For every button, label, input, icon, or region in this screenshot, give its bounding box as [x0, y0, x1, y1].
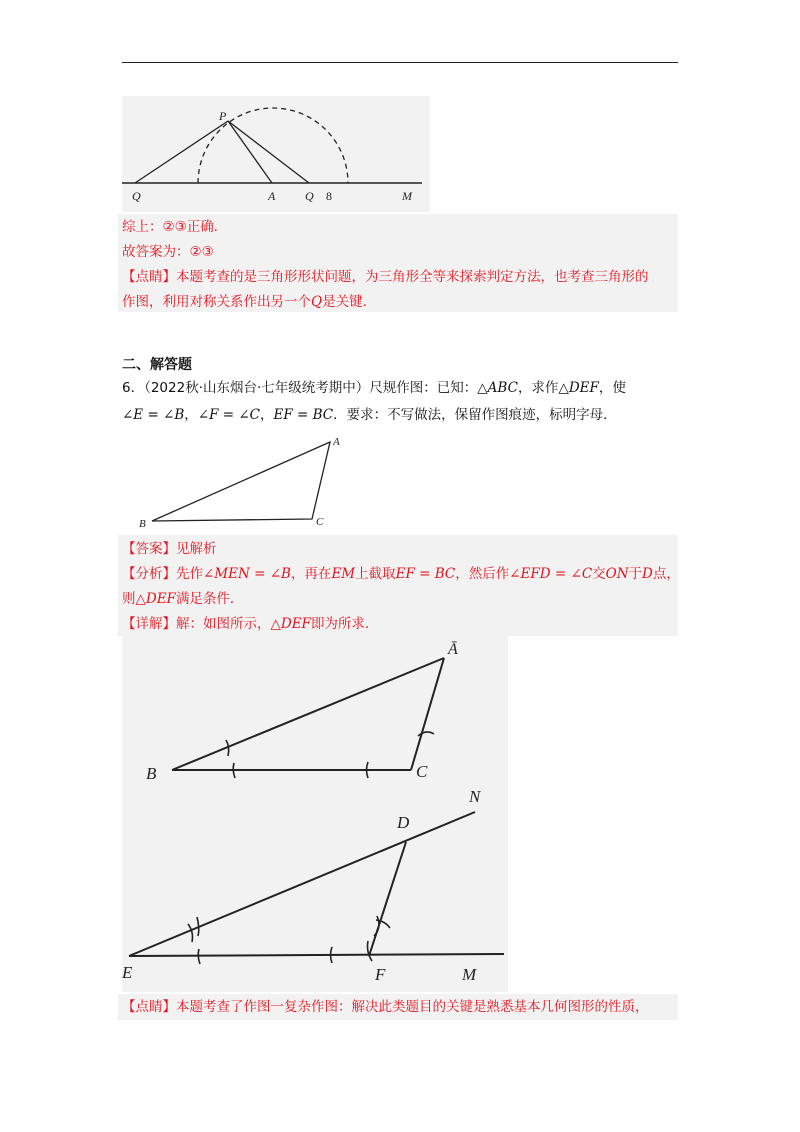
analysis-text: 则 — [122, 591, 136, 607]
answer-line — [122, 539, 217, 559]
label-b: B — [139, 518, 146, 530]
label-e: E — [122, 963, 133, 982]
analysis-text: 点， — [652, 566, 680, 582]
math-angle-efd: ∠EFD = ∠C — [509, 566, 593, 582]
question-text: ， — [184, 407, 198, 423]
label-d: D — [397, 813, 410, 832]
ray-em — [129, 954, 504, 956]
comment-2-line — [122, 997, 649, 1017]
analysis-text: ，然后作 — [455, 566, 510, 582]
question-text: ．要求：不写做法，保留作图痕迹，标明字母． — [333, 407, 617, 423]
math-condition-1: ∠E = ∠B — [122, 407, 185, 423]
comment-text: 本题考查的是三角形形状问题，为三角形全等来探索判定方法，也考查三角形的 — [176, 269, 649, 285]
segment-pq-right — [228, 121, 309, 183]
analysis-text: 于 — [628, 566, 643, 582]
detail-line — [122, 614, 378, 634]
comment-text: 是关键． — [322, 294, 377, 310]
answer-text: 见解析 — [176, 541, 217, 557]
label-q-left: Q — [132, 189, 141, 203]
math-d: D — [642, 566, 653, 582]
comment-1-line-2 — [122, 292, 376, 312]
label-f: F — [375, 965, 386, 984]
ray-en — [129, 812, 475, 956]
arc-mark-e1 — [188, 924, 193, 942]
detail-text: 即为所求． — [310, 616, 379, 632]
label-eight: 8 — [326, 189, 332, 203]
comment-1-line-1 — [122, 267, 649, 287]
analysis-text: ，再在 — [290, 566, 332, 582]
comment-tag: 【点睛】 — [122, 269, 176, 285]
math-triangle-def: △DEF — [558, 380, 599, 396]
segment-ba — [172, 658, 444, 770]
math-condition-2: ∠F = ∠C — [197, 407, 261, 423]
label-b: B — [146, 764, 157, 783]
question-number: 6． — [122, 380, 145, 396]
math-angle-men: ∠MEN = ∠B — [203, 566, 291, 582]
answer-tag: 【答案】 — [122, 541, 176, 557]
detail-tag: 【详解】 — [122, 616, 176, 632]
label-n: N — [469, 787, 481, 806]
label-a: A — [268, 189, 276, 203]
arc-mark-e2 — [197, 917, 199, 936]
segment-fd — [369, 842, 406, 956]
math-em: EM — [331, 566, 356, 582]
summary-line-2: 故答案为：②③ — [122, 244, 214, 260]
summary-line-1: 综上：②③正确． — [122, 219, 228, 235]
figure-2-triangle-abc — [130, 430, 350, 535]
question-text: ，求作 — [517, 380, 559, 396]
label-c: C — [416, 762, 428, 781]
math-triangle-def: △DEF — [135, 591, 176, 607]
label-m: M — [402, 189, 412, 203]
segment-pq-left — [135, 121, 228, 183]
label-c: C — [316, 516, 324, 528]
label-a-bar: Ā — [448, 641, 458, 658]
figure-1-diagram — [122, 96, 430, 212]
question-source: （2022秋·山东烟台·七年级统考期中）尺规作图：已知： — [144, 380, 478, 396]
analysis-text: 上截取 — [355, 566, 396, 582]
question-6-line-1 — [122, 378, 626, 398]
segment-pa — [228, 121, 272, 183]
arc-mark-d1 — [374, 916, 379, 936]
triangle-abc — [152, 442, 330, 521]
analysis-tag: 【分析】 — [122, 566, 176, 582]
analysis-text: 先作 — [176, 566, 203, 582]
question-text: ，使 — [598, 380, 626, 396]
label-q-right: Q — [305, 189, 314, 203]
comment-text: 作图，利用对称关系作出另一个 — [122, 294, 311, 310]
question-text: ， — [260, 407, 274, 423]
math-triangle-abc: △ABC — [477, 380, 518, 396]
analysis-text: 满足条件． — [175, 591, 244, 607]
comment-text: 本题考查了作图一复杂作图：解决此类题目的关键是熟悉基本几何图形的性质， — [176, 999, 649, 1015]
math-triangle-def: △DEF — [270, 616, 311, 632]
analysis-text: 交 — [592, 566, 606, 582]
detail-text: 解：如图所示， — [176, 616, 271, 632]
header-rule — [122, 62, 678, 63]
segment-ca — [411, 658, 444, 770]
math-q: Q — [311, 294, 323, 310]
math-ef-bc: EF = BC — [395, 566, 456, 582]
section-heading: 二、解答题 — [122, 357, 192, 373]
label-p: P — [219, 109, 227, 123]
math-condition-3: EF = BC — [273, 407, 334, 423]
figure-3-construction — [122, 636, 508, 992]
analysis-line-1 — [122, 564, 680, 584]
analysis-line-2 — [122, 589, 243, 609]
comment-tag: 【点睛】 — [122, 999, 176, 1015]
label-m: M — [462, 965, 477, 984]
question-6-line-2 — [122, 405, 617, 425]
label-a: A — [333, 436, 340, 448]
math-on: ON — [605, 566, 629, 582]
